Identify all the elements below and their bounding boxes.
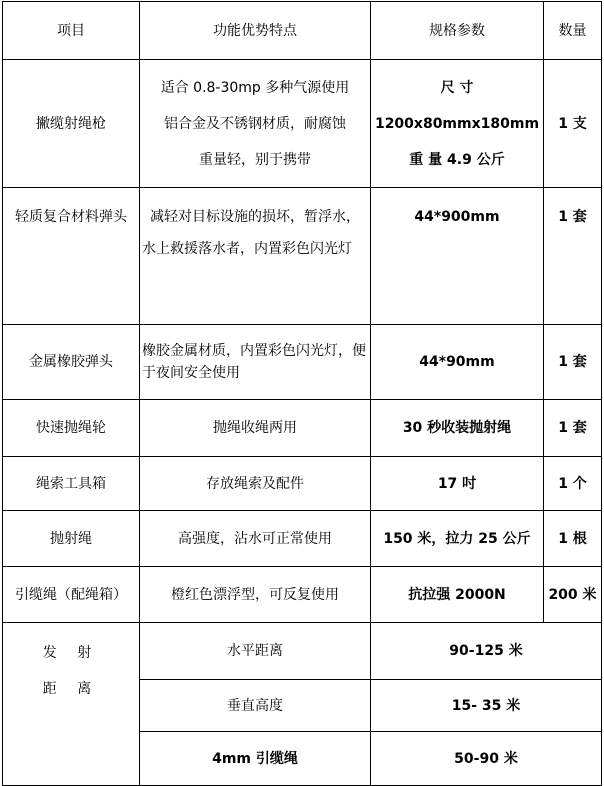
- qty-cell: 1 个: [544, 457, 602, 511]
- distance-row: [3, 623, 602, 680]
- spec-table: [2, 1, 602, 786]
- distance-name: 4mm 引缆绳: [140, 732, 371, 786]
- feature-line: 减轻对目标设施的损坏，暂浮水，: [150, 209, 360, 225]
- table-row: [3, 511, 602, 567]
- distance-label: [3, 623, 140, 786]
- qty-cell: 1 套: [544, 400, 602, 457]
- distance-value: 15- 35 米: [371, 680, 602, 732]
- features-cell: [140, 325, 371, 400]
- feature-line: 水上救援落水者，内置彩色闪光灯: [142, 241, 352, 257]
- header-item: 项目: [3, 2, 140, 60]
- item-cell: 引缆绳（配绳箱）: [3, 567, 140, 623]
- qty-cell: 1 套: [544, 325, 602, 400]
- header-row: [3, 2, 602, 60]
- distance-label-line: 距 离: [42, 681, 100, 697]
- distance-name: 水平距离: [140, 623, 371, 680]
- item-cell: 金属橡胶弹头: [3, 325, 140, 400]
- table-row: [3, 188, 602, 325]
- distance-name: 垂直高度: [140, 680, 371, 732]
- qty-cell: 1 套: [544, 188, 602, 325]
- features-cell: 抛绳收绳两用: [140, 400, 371, 457]
- table-row: [3, 457, 602, 511]
- qty-cell: 1 根: [544, 511, 602, 567]
- header-features: 功能优势特点: [140, 2, 371, 60]
- item-cell: 撇缆射绳枪: [3, 60, 140, 188]
- specs-cell: 44*900mm: [371, 188, 544, 325]
- features-cell: 橙红色漂浮型，可反复使用: [140, 567, 371, 623]
- distance-value: 50-90 米: [371, 732, 602, 786]
- table-row: [3, 60, 602, 188]
- header-specs: 规格参数: [371, 2, 544, 60]
- spec-line: 1200x80mmx180mm: [374, 115, 540, 132]
- item-cell: 抛射绳: [3, 511, 140, 567]
- feature-line: 重量轻，别于携带: [199, 151, 311, 168]
- qty-cell: 1 支: [544, 60, 602, 188]
- specs-cell: 17 吋: [371, 457, 544, 511]
- header-qty: 数量: [544, 2, 602, 60]
- specs-cell: 150 米，拉力 25 公斤: [371, 511, 544, 567]
- item-cell: 绳索工具箱: [3, 457, 140, 511]
- feature-line: 铝合金及不锈钢材质，耐腐蚀: [164, 115, 346, 132]
- features-cell: 存放绳索及配件: [140, 457, 371, 511]
- specs-cell: 抗拉强 2000N: [371, 567, 544, 623]
- spec-line: 重 量 4.9 公斤: [409, 151, 505, 168]
- specs-cell: 30 秒收装抛射绳: [371, 400, 544, 457]
- item-cell: 快速抛绳轮: [3, 400, 140, 457]
- table-row: [3, 325, 602, 400]
- distance-label-line: 发 射: [42, 645, 100, 661]
- item-cell: 轻质复合材料弹头: [3, 188, 140, 325]
- feature-line: 适合 0.8-30mp 多种气源使用: [160, 79, 350, 96]
- feature-text: 橡胶金属材质，内置彩色闪光灯，便于夜间安全使用: [142, 343, 366, 381]
- spec-line: 尺 寸: [440, 79, 474, 96]
- features-cell: 高强度，沾水可正常使用: [140, 511, 371, 567]
- features-cell: [140, 188, 371, 325]
- features-cell: [140, 60, 371, 188]
- distance-value: 90-125 米: [371, 623, 602, 680]
- qty-cell: 200 米: [544, 567, 602, 623]
- specs-cell: [371, 60, 544, 188]
- specs-cell: 44*90mm: [371, 325, 544, 400]
- table-row: [3, 400, 602, 457]
- table-row: [3, 567, 602, 623]
